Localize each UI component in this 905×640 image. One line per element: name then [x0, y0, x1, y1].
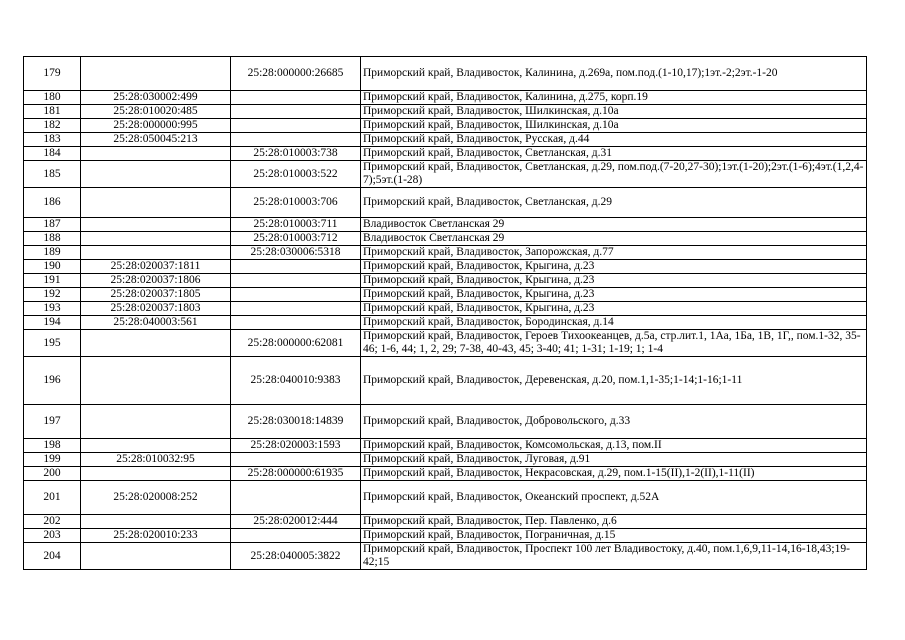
address-cell: Приморский край, Владивосток, Комсомольская, д.13, пом.II	[361, 439, 867, 453]
cadastral-number-cell	[81, 515, 231, 529]
cadastral-number-alt-cell: 25:28:020012:444	[231, 515, 361, 529]
address-cell: Приморский край, Владивосток, Добровольского, д.33	[361, 405, 867, 439]
table-row	[24, 147, 867, 161]
table-row	[24, 105, 867, 119]
table-row	[24, 232, 867, 246]
address-cell: Приморский край, Владивосток, Героев Тихоокеанцев, д.5а, стр.лит.1, 1Аа, 1Ба, 1В, 1Г,, пом.1-32, 35-46; 1-6, 44; 1, 2, 29; 7-38, 40-43, 45; 3-40; 41; 1-31; 1-19; 1; 1-4	[361, 330, 867, 357]
cadastral-number-cell: 25:28:040003:561	[81, 316, 231, 330]
table-row	[24, 515, 867, 529]
row-number-cell: 204	[24, 543, 81, 570]
address-cell: Владивосток Светланская 29	[361, 232, 867, 246]
cadastral-number-alt-cell	[231, 481, 361, 515]
row-number-cell: 197	[24, 405, 81, 439]
row-number-cell: 192	[24, 288, 81, 302]
row-number-cell: 180	[24, 91, 81, 105]
cadastral-number-alt-cell: 25:28:000000:62081	[231, 330, 361, 357]
registry-table	[23, 56, 867, 570]
table-row	[24, 161, 867, 188]
cadastral-number-alt-cell	[231, 119, 361, 133]
table-row	[24, 543, 867, 570]
cadastral-number-cell: 25:28:020037:1806	[81, 274, 231, 288]
address-cell: Приморский край, Владивосток, Океанский проспект, д.52А	[361, 481, 867, 515]
table-row	[24, 357, 867, 405]
cadastral-number-cell	[81, 218, 231, 232]
row-number-cell: 196	[24, 357, 81, 405]
table-row	[24, 218, 867, 232]
cadastral-number-alt-cell: 25:28:040005:3822	[231, 543, 361, 570]
table-row	[24, 481, 867, 515]
cadastral-number-cell	[81, 147, 231, 161]
row-number-cell: 200	[24, 467, 81, 481]
row-number-cell: 179	[24, 57, 81, 91]
cadastral-number-cell: 25:28:030002:499	[81, 91, 231, 105]
cadastral-number-cell: 25:28:020037:1811	[81, 260, 231, 274]
cadastral-number-alt-cell	[231, 133, 361, 147]
table-row	[24, 439, 867, 453]
cadastral-number-cell	[81, 467, 231, 481]
address-cell: Приморский край, Владивосток, Бородинская, д.14	[361, 316, 867, 330]
row-number-cell: 198	[24, 439, 81, 453]
table-row	[24, 260, 867, 274]
address-cell: Приморский край, Владивосток, Светланская, д.29	[361, 188, 867, 218]
table-row	[24, 453, 867, 467]
row-number-cell: 184	[24, 147, 81, 161]
table-row	[24, 91, 867, 105]
table-row	[24, 133, 867, 147]
address-cell: Приморский край, Владивосток, Светланская, д.31	[361, 147, 867, 161]
cadastral-number-cell: 25:28:020037:1803	[81, 302, 231, 316]
row-number-cell: 182	[24, 119, 81, 133]
cadastral-number-alt-cell: 25:28:030018:14839	[231, 405, 361, 439]
address-cell: Приморский край, Владивосток, Русская, д.44	[361, 133, 867, 147]
row-number-cell: 185	[24, 161, 81, 188]
cadastral-number-cell	[81, 161, 231, 188]
cadastral-number-cell	[81, 330, 231, 357]
cadastral-number-alt-cell: 25:28:000000:61935	[231, 467, 361, 481]
row-number-cell: 191	[24, 274, 81, 288]
row-number-cell: 202	[24, 515, 81, 529]
table-row	[24, 330, 867, 357]
address-cell: Приморский край, Владивосток, Шилкинская, д.10а	[361, 119, 867, 133]
cadastral-number-alt-cell: 25:28:010003:712	[231, 232, 361, 246]
table-row	[24, 246, 867, 260]
address-cell: Приморский край, Владивосток, Деревенская, д.20, пом.1,1-35;1-14;1-16;1-11	[361, 357, 867, 405]
table-row	[24, 467, 867, 481]
row-number-cell: 183	[24, 133, 81, 147]
cadastral-number-alt-cell	[231, 274, 361, 288]
cadastral-number-cell	[81, 405, 231, 439]
row-number-cell: 189	[24, 246, 81, 260]
row-number-cell: 201	[24, 481, 81, 515]
cadastral-number-alt-cell: 25:28:040010:9383	[231, 357, 361, 405]
cadastral-number-alt-cell	[231, 453, 361, 467]
address-cell: Приморский край, Владивосток, Пограничная, д.15	[361, 529, 867, 543]
table-row	[24, 302, 867, 316]
cadastral-number-alt-cell: 25:28:000000:26685	[231, 57, 361, 91]
cadastral-number-alt-cell: 25:28:010003:522	[231, 161, 361, 188]
table-row	[24, 529, 867, 543]
address-cell: Приморский край, Владивосток, Запорожская, д.77	[361, 246, 867, 260]
address-cell: Приморский край, Владивосток, Проспект 100 лет Владивостоку, д.40, пом.1,6,9,11-14,16-18,43;19-42;15	[361, 543, 867, 570]
cadastral-number-cell: 25:28:000000:995	[81, 119, 231, 133]
row-number-cell: 188	[24, 232, 81, 246]
cadastral-number-cell: 25:28:020008:252	[81, 481, 231, 515]
table-row	[24, 316, 867, 330]
cadastral-number-alt-cell	[231, 91, 361, 105]
row-number-cell: 199	[24, 453, 81, 467]
row-number-cell: 193	[24, 302, 81, 316]
address-cell: Приморский край, Владивосток, Пер. Павленко, д.6	[361, 515, 867, 529]
cadastral-number-alt-cell	[231, 316, 361, 330]
cadastral-number-alt-cell	[231, 260, 361, 274]
cadastral-number-alt-cell: 25:28:010003:711	[231, 218, 361, 232]
address-cell: Приморский край, Владивосток, Калинина, д.269а, пом.под.(1-10,17);1эт.-2;2эт.-1-20	[361, 57, 867, 91]
cadastral-number-cell: 25:28:020010:233	[81, 529, 231, 543]
address-cell: Владивосток Светланская 29	[361, 218, 867, 232]
address-cell: Приморский край, Владивосток, Крыгина, д.23	[361, 302, 867, 316]
address-cell: Приморский край, Владивосток, Крыгина, д.23	[361, 274, 867, 288]
cadastral-number-cell	[81, 232, 231, 246]
cadastral-number-cell	[81, 246, 231, 260]
row-number-cell: 195	[24, 330, 81, 357]
row-number-cell: 190	[24, 260, 81, 274]
cadastral-number-alt-cell: 25:28:010003:706	[231, 188, 361, 218]
cadastral-number-cell: 25:28:050045:213	[81, 133, 231, 147]
cadastral-number-alt-cell: 25:28:020003:1593	[231, 439, 361, 453]
cadastral-number-alt-cell	[231, 105, 361, 119]
table-row	[24, 274, 867, 288]
cadastral-number-cell: 25:28:020037:1805	[81, 288, 231, 302]
row-number-cell: 181	[24, 105, 81, 119]
address-cell: Приморский край, Владивосток, Луговая, д.91	[361, 453, 867, 467]
cadastral-number-alt-cell: 25:28:010003:738	[231, 147, 361, 161]
cadastral-number-cell	[81, 57, 231, 91]
cadastral-number-cell: 25:28:010020:485	[81, 105, 231, 119]
row-number-cell: 186	[24, 188, 81, 218]
address-cell: Приморский край, Владивосток, Крыгина, д.23	[361, 288, 867, 302]
cadastral-number-cell	[81, 543, 231, 570]
cadastral-number-alt-cell: 25:28:030006:5318	[231, 246, 361, 260]
row-number-cell: 194	[24, 316, 81, 330]
address-cell: Приморский край, Владивосток, Шилкинская, д.10а	[361, 105, 867, 119]
address-cell: Приморский край, Владивосток, Некрасовская, д.29, пом.1-15(II),1-2(II),1-11(II)	[361, 467, 867, 481]
cadastral-number-alt-cell	[231, 288, 361, 302]
address-cell: Приморский край, Владивосток, Крыгина, д.23	[361, 260, 867, 274]
cadastral-number-cell	[81, 188, 231, 218]
cadastral-number-cell: 25:28:010032:95	[81, 453, 231, 467]
address-cell: Приморский край, Владивосток, Светланская, д.29, пом.под.(7-20,27-30);1эт.(1-20);2эт.(1-6);4эт.(1,2,4-7);5эт.(1-28)	[361, 161, 867, 188]
table-row	[24, 119, 867, 133]
table-row	[24, 405, 867, 439]
table-row	[24, 188, 867, 218]
address-cell: Приморский край, Владивосток, Калинина, д.275, корп.19	[361, 91, 867, 105]
registry-table-body	[24, 57, 867, 570]
table-row	[24, 288, 867, 302]
row-number-cell: 203	[24, 529, 81, 543]
table-row	[24, 57, 867, 91]
cadastral-number-cell	[81, 439, 231, 453]
cadastral-number-cell	[81, 357, 231, 405]
row-number-cell: 187	[24, 218, 81, 232]
cadastral-number-alt-cell	[231, 529, 361, 543]
cadastral-number-alt-cell	[231, 302, 361, 316]
